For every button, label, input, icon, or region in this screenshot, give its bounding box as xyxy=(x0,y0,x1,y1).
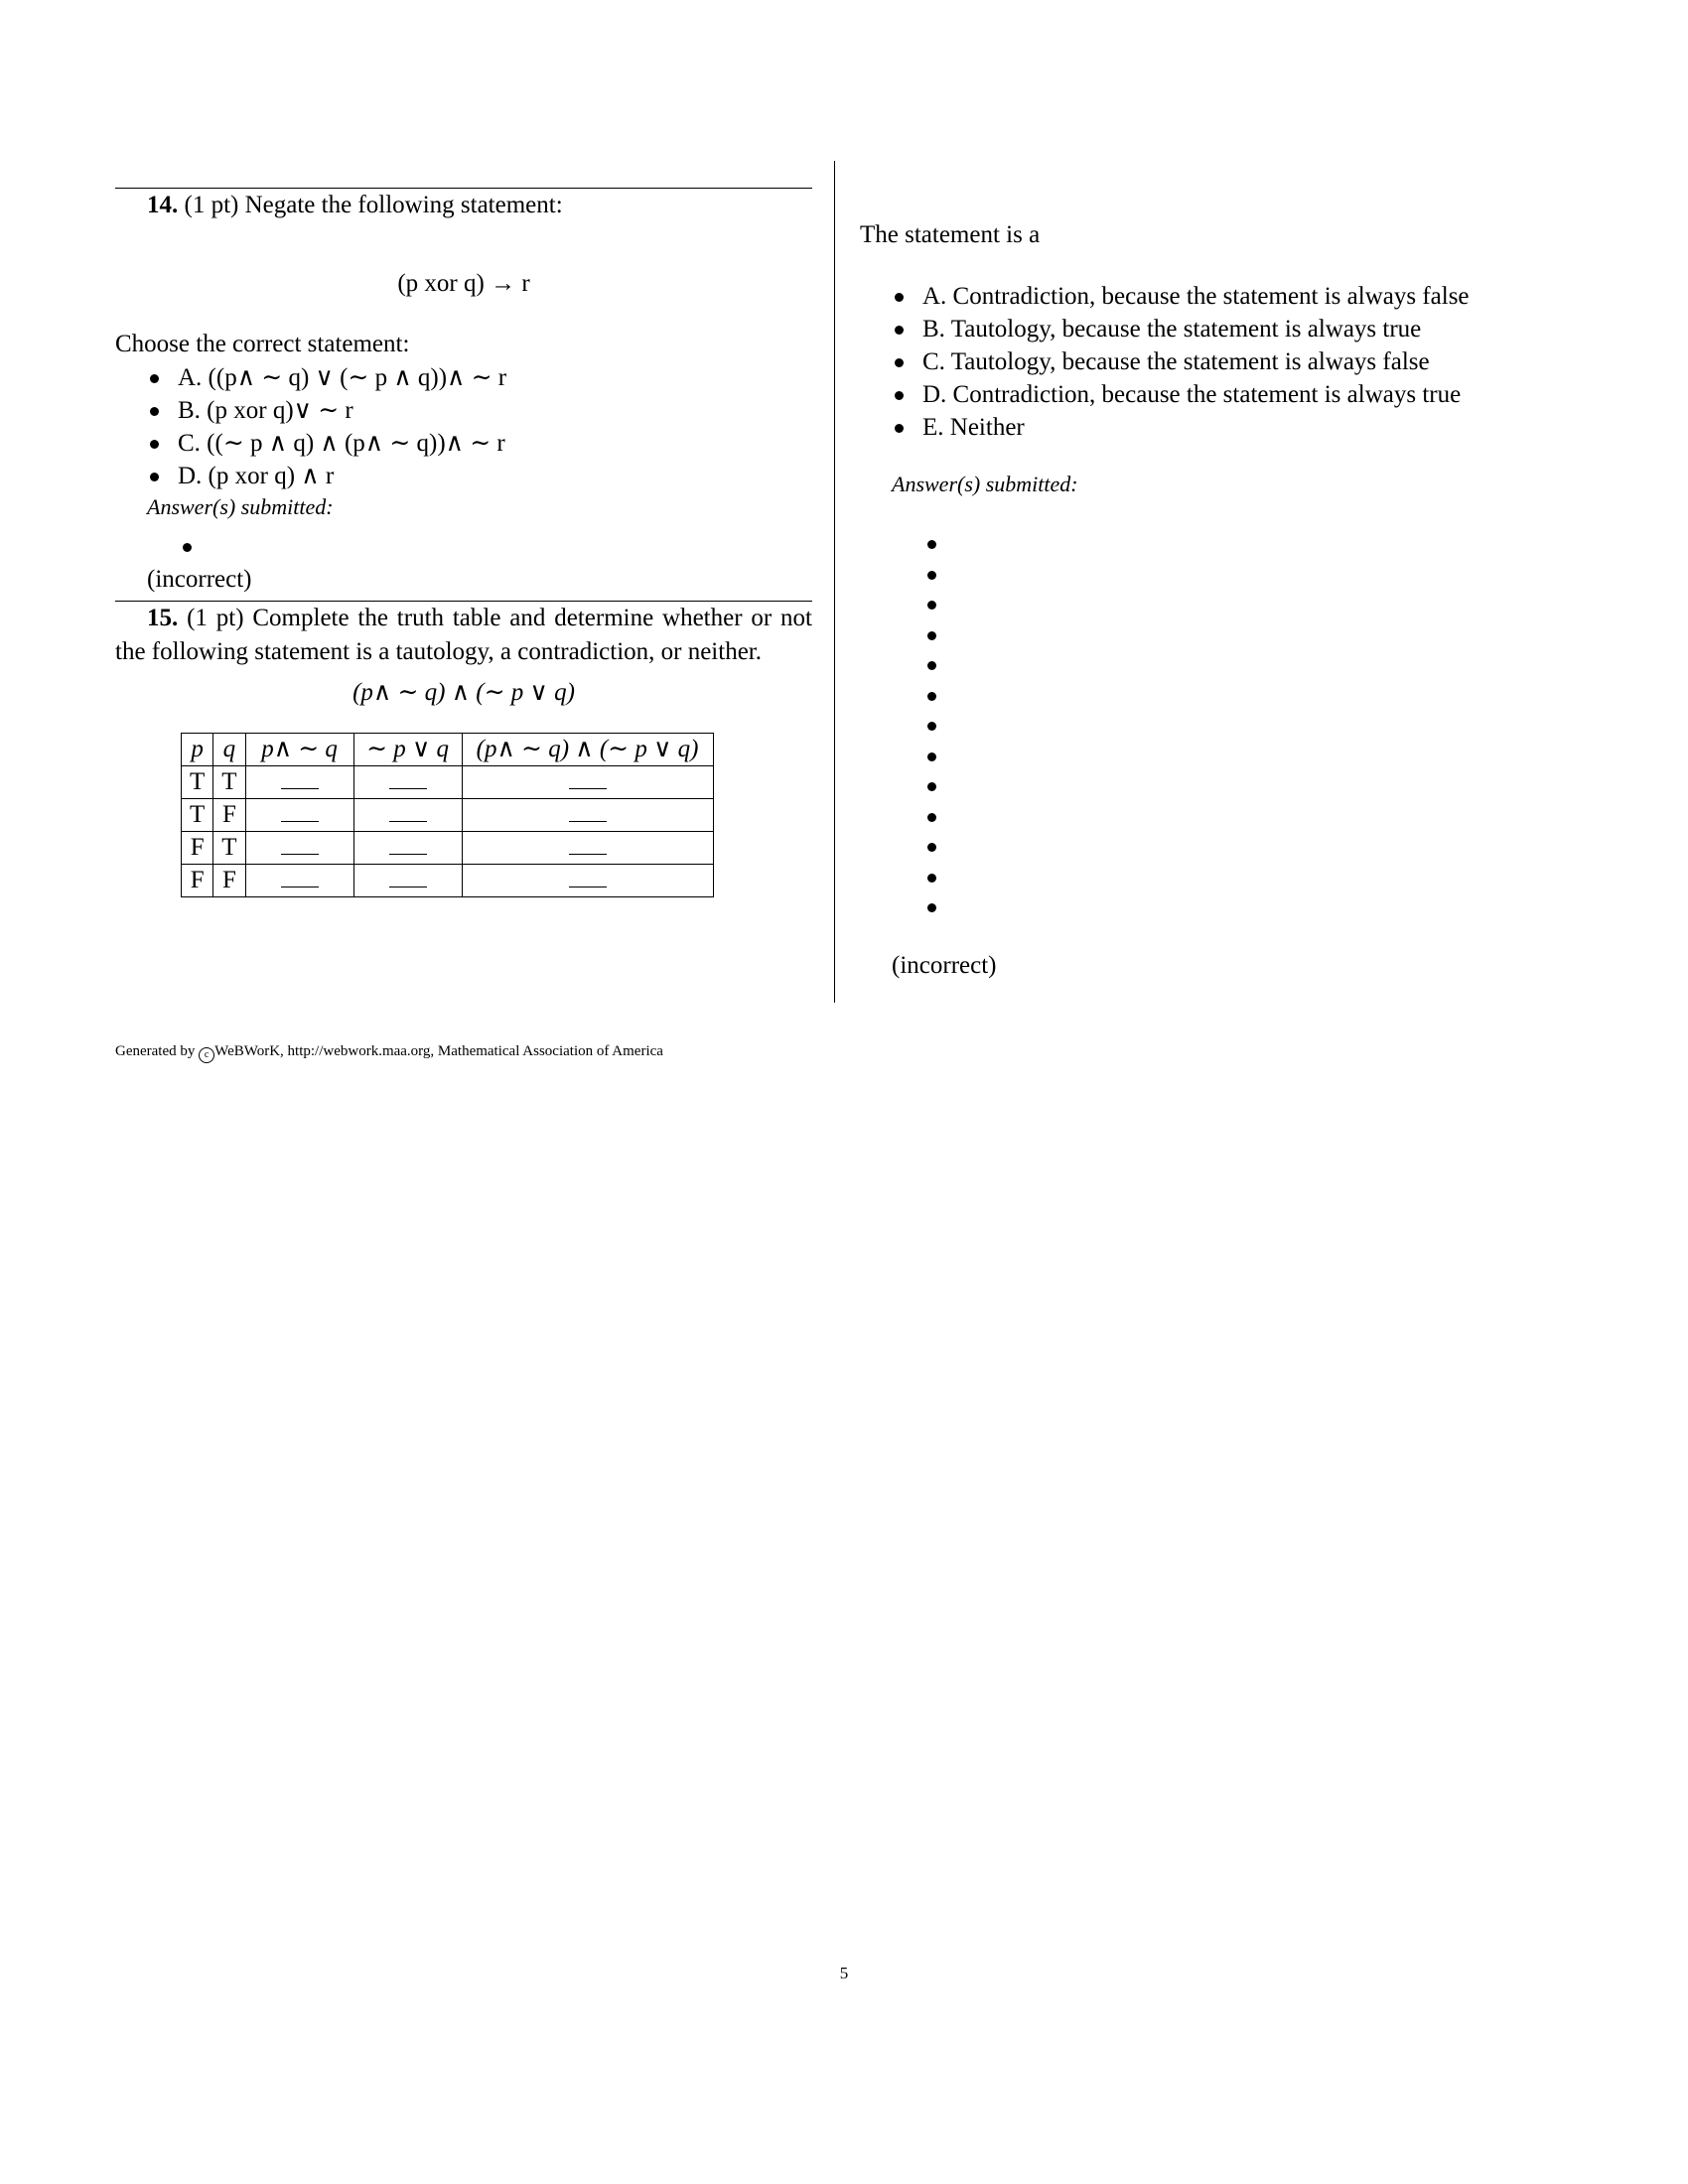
blank-input-cell[interactable] xyxy=(353,798,462,831)
bullet-icon xyxy=(150,440,159,449)
bullet-icon xyxy=(927,843,936,852)
truth-table-cell: F xyxy=(182,864,213,896)
blank-line[interactable] xyxy=(281,834,319,855)
answer-item xyxy=(927,742,1595,772)
problem-15-status: (incorrect) xyxy=(892,951,997,979)
bullet-icon xyxy=(150,407,159,416)
truth-table-cell: T xyxy=(213,765,245,798)
answer-item xyxy=(927,681,1595,712)
problem-15-statement-is-label: The statement is a xyxy=(860,221,1041,248)
truth-table-row xyxy=(182,798,714,831)
bullet-icon xyxy=(927,874,936,883)
blank-input-cell[interactable] xyxy=(462,864,713,896)
answer-item xyxy=(927,650,1595,681)
truth-table-header: q xyxy=(213,733,245,765)
truth-table-cell: T xyxy=(182,765,213,798)
answer-item xyxy=(927,863,1595,893)
bullet-icon xyxy=(927,540,936,549)
answer-item xyxy=(927,771,1595,802)
truth-table-row xyxy=(182,765,714,798)
truth-table-row xyxy=(182,864,714,896)
bullet-icon xyxy=(895,326,904,335)
blank-input-cell[interactable] xyxy=(245,765,353,798)
blank-line[interactable] xyxy=(389,867,427,887)
bullet-icon xyxy=(927,692,936,701)
problem-15-answers-label: Answer(s) submitted: xyxy=(892,472,1078,496)
problem-14-answers-label: Answer(s) submitted: xyxy=(147,494,334,519)
blank-line[interactable] xyxy=(389,801,427,822)
blank-input-cell[interactable] xyxy=(462,798,713,831)
problem-15-choice-e[interactable]: E. Neither xyxy=(922,411,1595,444)
bullet-icon xyxy=(927,722,936,731)
blank-input-cell[interactable] xyxy=(353,765,462,798)
bullet-icon xyxy=(927,631,936,640)
blank-line[interactable] xyxy=(281,801,319,822)
blank-input-cell[interactable] xyxy=(462,765,713,798)
problem-14-number: 14. xyxy=(147,192,179,218)
problem-14-answers-list xyxy=(115,532,812,563)
answer-item xyxy=(927,560,1595,591)
bullet-icon xyxy=(927,813,936,822)
problem-15-choices xyxy=(860,280,1595,444)
truth-table-cell: F xyxy=(213,798,245,831)
bullet-icon xyxy=(927,661,936,670)
truth-table xyxy=(181,733,714,897)
answer-item xyxy=(927,529,1595,560)
blank-line[interactable] xyxy=(389,834,427,855)
problem-14-choice-d[interactable]: D. (p xor q) ∧ r xyxy=(178,460,812,492)
truth-table-header: ∼ p ∨ q xyxy=(353,733,462,765)
blank-line[interactable] xyxy=(569,867,607,887)
truth-table-row xyxy=(182,831,714,864)
problem-15-choice-d[interactable]: D. Contradiction, because the statement is always true xyxy=(922,378,1595,411)
problem-14-statement: (p xor q) → r xyxy=(397,270,530,297)
blank-line[interactable] xyxy=(389,768,427,789)
problem-15-choice-b[interactable]: B. Tautology, because the statement is always true xyxy=(922,313,1595,345)
bullet-icon xyxy=(927,782,936,791)
problem-14-choice-b[interactable]: B. (p xor q)∨ ∼ r xyxy=(178,394,812,427)
copyright-icon: c xyxy=(199,1047,214,1063)
blank-input-cell[interactable] xyxy=(353,831,462,864)
bullet-icon xyxy=(895,391,904,400)
blank-line[interactable] xyxy=(569,801,607,822)
problem-15-statement: (p∧ ∼ q) ∧ (∼ p ∨ q) xyxy=(352,678,575,706)
answer-item xyxy=(927,620,1595,651)
bullet-icon xyxy=(150,374,159,383)
left-column xyxy=(115,188,812,897)
bullet-icon xyxy=(895,293,904,302)
blank-line[interactable] xyxy=(569,834,607,855)
problem-15-prompt: 15. (1 pt) Complete the truth table and determine whether or not the following statement is a tautology, a contradiction, or neither. xyxy=(115,604,812,665)
problem-14-status: (incorrect) xyxy=(147,565,252,593)
truth-table-header: p xyxy=(182,733,213,765)
truth-table-cell: T xyxy=(182,798,213,831)
problem-15-choice-c[interactable]: C. Tautology, because the statement is always false xyxy=(922,345,1595,378)
problem-15-choice-a[interactable]: A. Contradiction, because the statement is always false xyxy=(922,280,1595,313)
bullet-icon xyxy=(927,571,936,580)
problem-14-choices xyxy=(115,361,812,492)
answer-item xyxy=(927,711,1595,742)
answer-item xyxy=(927,832,1595,863)
problem-15-number: 15. xyxy=(147,604,179,631)
footer-credit: WeBWorK, http://webwork.maa.org, Mathematical Association of America xyxy=(214,1043,663,1059)
footer-generated-by: Generated by xyxy=(115,1043,196,1059)
blank-line[interactable] xyxy=(281,867,319,887)
answer-item xyxy=(927,802,1595,833)
footer xyxy=(115,1041,663,1063)
blank-line[interactable] xyxy=(281,768,319,789)
blank-input-cell[interactable] xyxy=(353,864,462,896)
bullet-icon xyxy=(927,752,936,761)
bullet-icon xyxy=(183,543,192,552)
bullet-icon xyxy=(927,601,936,610)
answer-item xyxy=(927,892,1595,923)
truth-table-header-row xyxy=(182,733,714,765)
right-column xyxy=(860,218,1595,983)
problem-14-header xyxy=(115,189,812,222)
blank-input-cell[interactable] xyxy=(462,831,713,864)
blank-line[interactable] xyxy=(569,768,607,789)
truth-table-cell: F xyxy=(182,831,213,864)
problem-14-prompt: (1 pt) Negate the following statement: xyxy=(184,192,563,218)
blank-input-cell[interactable] xyxy=(245,864,353,896)
answer-item xyxy=(183,532,812,563)
page-number: 5 xyxy=(839,1964,849,1982)
truth-table-cell: T xyxy=(213,831,245,864)
blank-input-cell[interactable] xyxy=(245,798,353,831)
blank-input-cell[interactable] xyxy=(245,831,353,864)
truth-table-header: (p∧ ∼ q) ∧ (∼ p ∨ q) xyxy=(462,733,713,765)
problem-15-answers-list xyxy=(860,529,1595,923)
truth-table-header: p∧ ∼ q xyxy=(245,733,353,765)
problem-14-choose-label: Choose the correct statement: xyxy=(115,331,410,357)
bullet-icon xyxy=(895,358,904,367)
bullet-icon xyxy=(895,424,904,433)
problem-14-choice-c[interactable]: C. ((∼ p ∧ q) ∧ (p∧ ∼ q))∧ ∼ r xyxy=(178,427,812,460)
problem-14-choice-a[interactable]: A. ((p∧ ∼ q) ∨ (∼ p ∧ q))∧ ∼ r xyxy=(178,361,812,394)
column-divider xyxy=(834,161,835,1003)
bullet-icon xyxy=(927,903,936,912)
answer-item xyxy=(927,590,1595,620)
bullet-icon xyxy=(150,473,159,481)
truth-table-cell: F xyxy=(213,864,245,896)
